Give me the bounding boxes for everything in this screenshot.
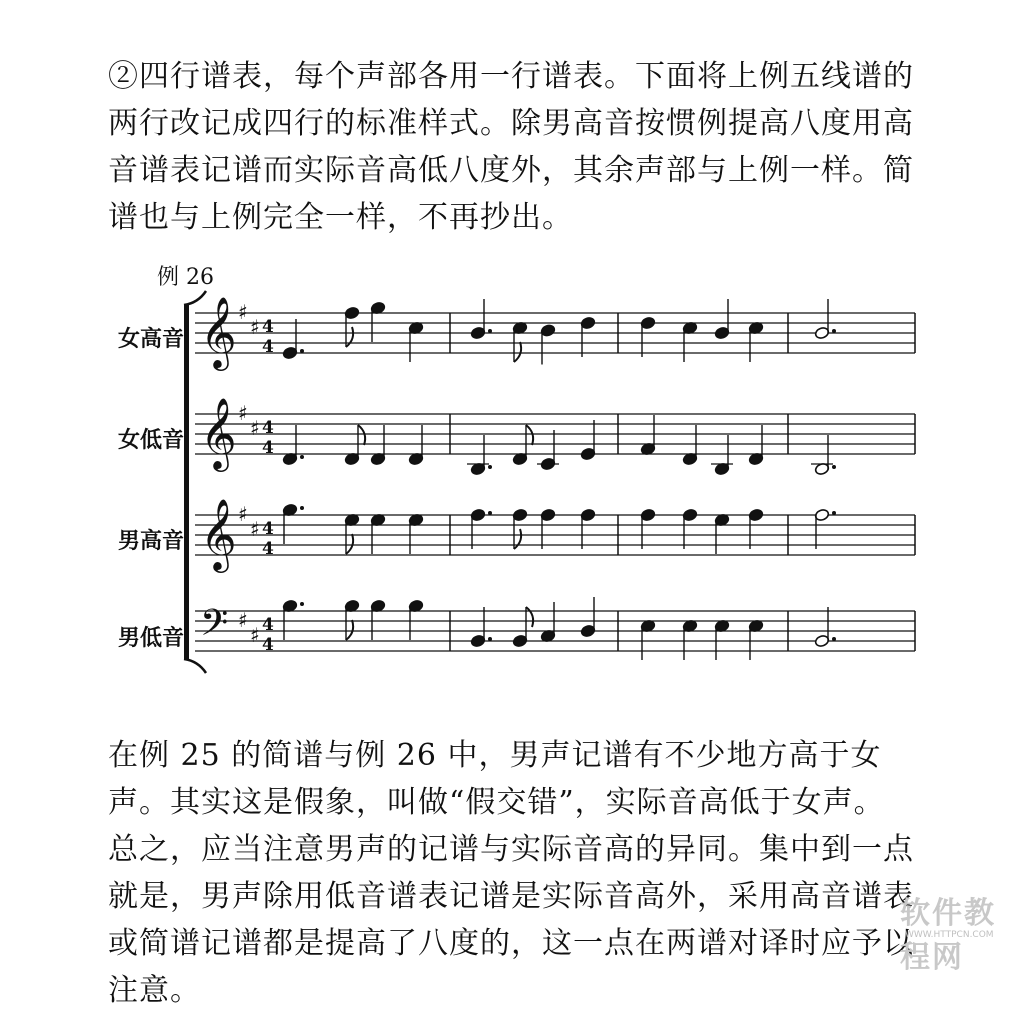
staff-label-soprano: 女高音 <box>117 326 184 352</box>
sharp-icon: ♯ <box>238 401 248 425</box>
augmentation-dot <box>488 511 492 515</box>
staff-label-bass: 男低音 <box>117 625 184 651</box>
treble-clef-icon: 𝄞 <box>200 396 237 469</box>
time-signature-top: 4 <box>262 615 274 635</box>
time-signature-bottom: 4 <box>262 539 274 559</box>
time-signature-bottom: 4 <box>262 438 274 458</box>
system-bracket <box>184 305 189 659</box>
sharp-icon: ♯ <box>250 315 260 339</box>
score-graphics <box>184 291 915 673</box>
staff-label-alto: 女低音 <box>117 427 184 453</box>
note-flag <box>526 425 533 445</box>
augmentation-dot <box>832 511 836 515</box>
note-flag <box>346 327 353 347</box>
time-signature-top: 4 <box>262 418 274 438</box>
sharp-icon: ♯ <box>250 623 260 647</box>
sharp-icon: ♯ <box>250 517 260 541</box>
sharp-icon: ♯ <box>238 502 248 526</box>
augmentation-dot <box>832 637 836 641</box>
augmentation-dot <box>488 465 492 469</box>
sharp-icon: ♯ <box>250 416 260 440</box>
note-flag <box>514 342 521 362</box>
augmentation-dot <box>300 455 304 459</box>
augmentation-dot <box>300 506 304 510</box>
time-signature-top: 4 <box>262 317 274 337</box>
note-flag <box>514 529 521 549</box>
sharp-icon: ♯ <box>238 608 248 632</box>
time-signature-bottom: 4 <box>262 337 274 357</box>
discussion-paragraph-1: 在例 25 的简谱与例 26 中，男声记谱有不少地方高于女声。其实这是假象，叫做“假交错”，实际音高低于女声。 <box>108 738 885 820</box>
sharp-icon: ♯ <box>238 300 248 324</box>
bass-clef-icon: 𝄢 <box>200 602 229 653</box>
augmentation-dot <box>832 465 836 469</box>
note-flag <box>358 425 365 445</box>
watermark-logo: 软件教程网 <box>900 896 996 975</box>
watermark-url: WWW.HTTPCN.COM <box>905 930 994 940</box>
augmentation-dot <box>300 349 304 353</box>
intro-paragraph: ②四行谱表，每个声部各用一行谱表。下面将上例五线谱的两行改记成四行的标准样式。除男高音按惯例提高八度用高音谱表记谱而实际音高低八度外，其余声部与上例一样。简谱也与上例完全一样，不再抄出。 <box>108 59 914 235</box>
augmentation-dot <box>300 602 304 606</box>
example-label: 例 26 <box>157 265 214 290</box>
note-flag <box>346 534 353 554</box>
bracket-bottom-hook <box>184 659 206 673</box>
discussion-paragraph-2: 总之，应当注意男声的记谱与实际音高的异同。集中到一点就是，男声除用低音谱表记谱是实际音高外，采用高音谱表或简谱记谱都是提高了八度的，这一点在两谱对译时应予以注意。 <box>108 832 914 1008</box>
note-flag <box>346 620 353 640</box>
staff-label-tenor: 男高音 <box>117 528 184 554</box>
time-signature-top: 4 <box>262 519 274 539</box>
augmentation-dot <box>832 329 836 333</box>
treble-clef-icon: 𝄞 <box>200 497 237 570</box>
time-signature-bottom: 4 <box>262 635 274 655</box>
treble-clef-icon: 𝄞 <box>200 295 237 368</box>
note-flag <box>526 607 533 627</box>
augmentation-dot <box>488 637 492 641</box>
augmentation-dot <box>488 329 492 333</box>
